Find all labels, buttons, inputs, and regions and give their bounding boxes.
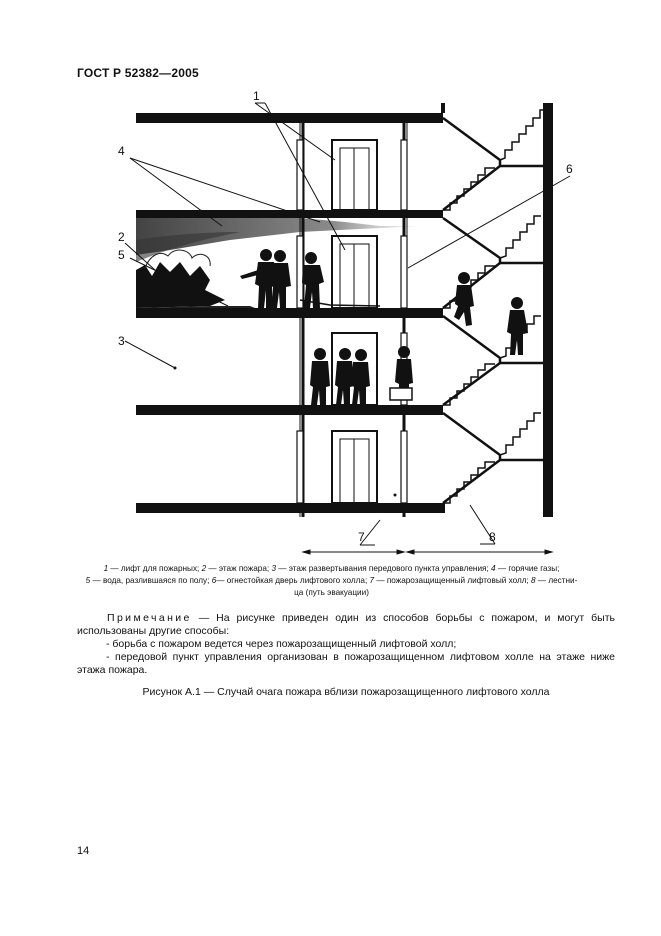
legend-text-2: — этаж пожара;: [206, 564, 272, 573]
elevator-doors: [332, 140, 377, 503]
floor-3-marker: [174, 367, 177, 370]
firefighter-4: [310, 348, 330, 405]
legend-num-7: 7: [369, 576, 375, 585]
page-number: 14: [77, 845, 90, 857]
callout-6: 6: [566, 162, 573, 176]
lobby-marker: [394, 494, 397, 497]
legend-line-3: [77, 587, 586, 599]
callout-1: 1: [253, 89, 260, 103]
legend-text-1: — лифт для пожарных;: [108, 564, 202, 573]
note-item-1: - борьба с пожаром ведется через пожарозащищенный лифтовой холл;: [106, 638, 457, 650]
legend-num-5: 5: [85, 576, 91, 585]
firefighter-7: [390, 346, 413, 400]
legend-num-6: 6: [211, 576, 217, 585]
figure-legend: [77, 563, 586, 599]
legend-line-2: [77, 575, 586, 587]
fire-and-water: [136, 250, 255, 308]
note-text: — На рисунке приведен один из способов борьбы с пожаром, и могут быть использованы другие способы:: [77, 612, 615, 637]
legend-num-2: 2: [201, 564, 207, 573]
elevator-door-floor-1: [332, 140, 377, 210]
legend-num-4: 4: [491, 564, 496, 573]
legend-text-6: — огнестойкая дверь лифтового холла;: [216, 576, 370, 585]
legend-line-1: [77, 563, 586, 575]
firefighter-9: [507, 297, 528, 355]
callout-2: 2: [118, 230, 125, 244]
legend-text-5: — вода, разлившаяся по полу;: [90, 576, 212, 585]
firefighter-2: [270, 250, 291, 308]
callout-7: 7: [358, 530, 365, 544]
note-label: Примечание: [107, 612, 192, 624]
floor-slabs: [136, 113, 443, 513]
document-header: ГОСТ Р 52382—2005: [77, 66, 199, 80]
note-intro: [77, 612, 615, 638]
callout-5: 5: [118, 248, 125, 262]
firefighter-3: [302, 252, 324, 308]
legend-num-3: 3: [271, 564, 276, 573]
callout-3: 3: [118, 334, 125, 348]
legend-num-8: 8: [531, 576, 536, 585]
note-block: [77, 612, 615, 677]
figure-caption: Рисунок А.1 — Случай очага пожара вблизи пожарозащищенного лифтового холла: [142, 686, 550, 698]
callout-8: 8: [489, 530, 496, 544]
legend-num-1: 1: [103, 564, 109, 573]
dimension-arrows: [303, 550, 552, 554]
legend-text-7: — пожарозащищенный лифтовый холл;: [374, 576, 532, 585]
callout-4: 4: [118, 144, 125, 158]
elevator-door-floor-2: [332, 236, 377, 308]
legend-text-4: — горячие газы;: [495, 564, 560, 573]
legend-text-8: — лестни-: [535, 576, 578, 585]
note-item-2: - передовой пункт управления организован в пожарозащищенном лифтовом холле на этаже ниже этажа пожара.: [77, 651, 615, 676]
legend-text-9: ца (путь эвакуации): [294, 588, 369, 597]
elevator-door-floor-4: [332, 431, 377, 503]
legend-text-3: — этаж развертывания передового пункта управления;: [276, 564, 492, 573]
